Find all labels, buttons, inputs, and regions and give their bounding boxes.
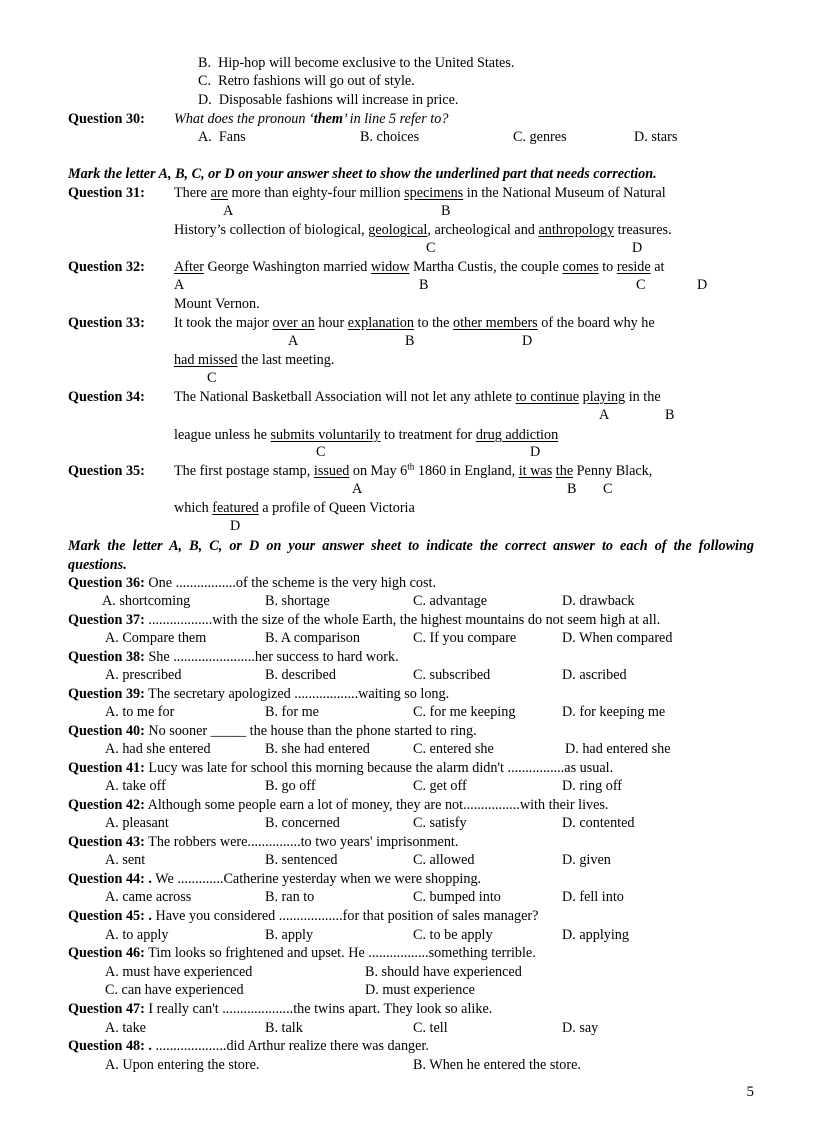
q36-option-b: B. shortage	[265, 593, 330, 609]
q33-letter-c: C	[207, 370, 217, 386]
q35-label: Question 35:	[68, 463, 145, 479]
q43-option-d: D. given	[562, 852, 611, 868]
q45-option-c: C. to be apply	[413, 927, 493, 943]
q31-line1: There are more than eighty-four million specimens in the National Museum of Natural	[174, 185, 666, 201]
q48-stem: Question 48: . ....................did Arthur realize there was danger.	[68, 1038, 429, 1054]
q34-label: Question 34:	[68, 389, 145, 405]
q37-stem: Question 37: ..................with the size of the whole Earth, the highest mountains do not seem high at all.	[68, 612, 661, 628]
q42-stem: Question 42: Although some people earn a lot of money, they are not................with their lives.	[68, 797, 609, 813]
q42-option-a: A. pleasant	[105, 815, 169, 831]
q44-option-d: D. fell into	[562, 889, 624, 905]
q44-stem: Question 44: . We .............Catherine yesterday when we were shopping.	[68, 871, 482, 887]
q42-option-b: B. concerned	[265, 815, 340, 831]
q40-option-b: B. she had entered	[265, 741, 370, 757]
q41-option-a: A. take off	[105, 778, 166, 794]
q47-option-d: D. say	[562, 1020, 599, 1036]
q35-line2: which featured a profile of Queen Victoria	[174, 500, 415, 516]
q32-letter-b: B	[419, 277, 429, 293]
q42-option-c: C. satisfy	[413, 815, 467, 831]
q34-letter-a: A	[599, 407, 610, 423]
q34-line2: league unless he submits voluntarily to treatment for drug addiction	[174, 427, 559, 443]
q46-option-c: C. can have experienced	[105, 982, 244, 998]
q33-line2: had missed the last meeting.	[174, 352, 335, 368]
q32-label: Question 32:	[68, 259, 145, 275]
q32-letter-c: C	[636, 277, 646, 293]
q30-label: Question 30:	[68, 111, 145, 127]
q31-letter-b: B	[441, 203, 451, 219]
q47-option-a: A. take	[105, 1020, 146, 1036]
q32-line2: Mount Vernon.	[174, 296, 260, 312]
q48-option-a: A. Upon entering the store.	[105, 1057, 260, 1073]
q33-line1: It took the major over an hour explanation to the other members of the board why he	[174, 315, 655, 331]
q45-option-a: A. to apply	[105, 927, 169, 943]
q33-letter-d: D	[522, 333, 533, 349]
q32-letter-a: A	[174, 277, 185, 293]
q45-stem: Question 45: . Have you considered ..................for that position of sales manager?	[68, 908, 539, 924]
q37-option-a: A. Compare them	[105, 630, 207, 646]
q48-option-b: B. When he entered the store.	[413, 1057, 581, 1073]
q35-letter-b: B	[567, 481, 577, 497]
q29-option-b: B. Hip-hop will become exclusive to the United States.	[198, 55, 515, 71]
q39-option-b: B. for me	[265, 704, 319, 720]
q39-option-a: A. to me for	[105, 704, 175, 720]
q42-option-d: D. contented	[562, 815, 635, 831]
q37-option-b: B. A comparison	[265, 630, 360, 646]
q31-letter-a: A	[223, 203, 234, 219]
q30-stem: What does the pronoun ‘them’ in line 5 refer to?	[174, 111, 449, 127]
q46-option-d: D. must experience	[365, 982, 475, 998]
q39-stem: Question 39: The secretary apologized ..................waiting so long.	[68, 686, 450, 702]
q35-letter-a: A	[352, 481, 363, 497]
q29-option-d: D. Disposable fashions will increase in price.	[198, 92, 459, 108]
q41-option-c: C. get off	[413, 778, 467, 794]
q43-stem: Question 43: The robbers were...............to two years' imprisonment.	[68, 834, 459, 850]
q46-option-a: A. must have experienced	[105, 964, 253, 980]
q34-letter-b: B	[665, 407, 675, 423]
q47-option-c: C. tell	[413, 1020, 448, 1036]
q46-option-b: B. should have experienced	[365, 964, 522, 980]
q32-letter-d: D	[697, 277, 708, 293]
q32-line1: After George Washington married widow Martha Custis, the couple comes to reside at	[174, 259, 665, 275]
q40-option-d: D. had entered she	[565, 741, 671, 757]
q34-line1: The National Basketball Association will not let any athlete to continue playing in the	[174, 389, 661, 405]
q31-letter-d: D	[632, 240, 643, 256]
q31-label: Question 31:	[68, 185, 145, 201]
page-number: 5	[746, 1084, 754, 1100]
q39-option-d: D. for keeping me	[562, 704, 666, 720]
q35-letter-d: D	[230, 518, 241, 534]
q40-option-a: A. had she entered	[105, 741, 211, 757]
q38-option-c: C. subscribed	[413, 667, 491, 683]
q43-option-c: C. allowed	[413, 852, 475, 868]
q31-line2: History’s collection of biological, geological, archeological and anthropology treasures.	[174, 222, 672, 238]
q33-label: Question 33:	[68, 315, 145, 331]
q34-letter-d: D	[530, 444, 541, 460]
q37-option-c: C. If you compare	[413, 630, 517, 646]
q47-stem: Question 47: I really can't ....................the twins apart. They look so alike.	[68, 1001, 493, 1017]
q30-option-a: A. Fans	[198, 129, 246, 145]
q44-option-a: A. came across	[105, 889, 192, 905]
q45-option-d: D. applying	[562, 927, 629, 943]
q35-letter-c: C	[603, 481, 613, 497]
q38-option-b: B. described	[265, 667, 336, 683]
q33-letter-a: A	[288, 333, 299, 349]
q33-letter-b: B	[405, 333, 415, 349]
q45-option-b: B. apply	[265, 927, 314, 943]
q34-letter-c: C	[316, 444, 326, 460]
q39-option-c: C. for me keeping	[413, 704, 516, 720]
q47-option-b: B. talk	[265, 1020, 303, 1036]
q38-option-d: D. ascribed	[562, 667, 627, 683]
q36-option-d: D. drawback	[562, 593, 635, 609]
q31-letter-c: C	[426, 240, 436, 256]
section-heading-correct-answer-cont: questions.	[68, 557, 127, 573]
q46-stem: Question 46: Tim looks so frightened and upset. He .................something terrible.	[68, 945, 536, 961]
q44-option-c: C. bumped into	[413, 889, 501, 905]
q35-line1: The first postage stamp, issued on May 6th 1860 in England, it was the Penny Black,	[174, 461, 653, 479]
q37-option-d: D. When compared	[562, 630, 673, 646]
q44-option-b: B. ran to	[265, 889, 315, 905]
q40-stem: Question 40: No sooner _____ the house than the phone started to ring.	[68, 723, 477, 739]
section-heading-correction: Mark the letter A, B, C, or D on your answer sheet to show the underlined part that needs correction.	[68, 166, 657, 182]
q38-stem: Question 38: She .......................her success to hard work.	[68, 649, 399, 665]
q41-stem: Question 41: Lucy was late for school this morning because the alarm didn't ................as usual.	[68, 760, 614, 776]
section-heading-correct-answer: Mark the letter A, B, C, or D on your answer sheet to indicate the correct answer to each of the following	[68, 538, 754, 554]
q36-option-c: C. advantage	[413, 593, 488, 609]
q40-option-c: C. entered she	[413, 741, 494, 757]
q30-option-b: B. choices	[360, 129, 420, 145]
q30-option-d: D. stars	[634, 129, 678, 145]
q43-option-b: B. sentenced	[265, 852, 338, 868]
q30-option-c: C. genres	[513, 129, 567, 145]
q38-option-a: A. prescribed	[105, 667, 182, 683]
q41-option-d: D. ring off	[562, 778, 623, 794]
q36-option-a: A. shortcoming	[102, 593, 191, 609]
q36-stem: Question 36: One .................of the scheme is the very high cost.	[68, 575, 437, 591]
q29-option-c: C. Retro fashions will go out of style.	[198, 73, 415, 89]
q43-option-a: A. sent	[105, 852, 146, 868]
q41-option-b: B. go off	[265, 778, 316, 794]
